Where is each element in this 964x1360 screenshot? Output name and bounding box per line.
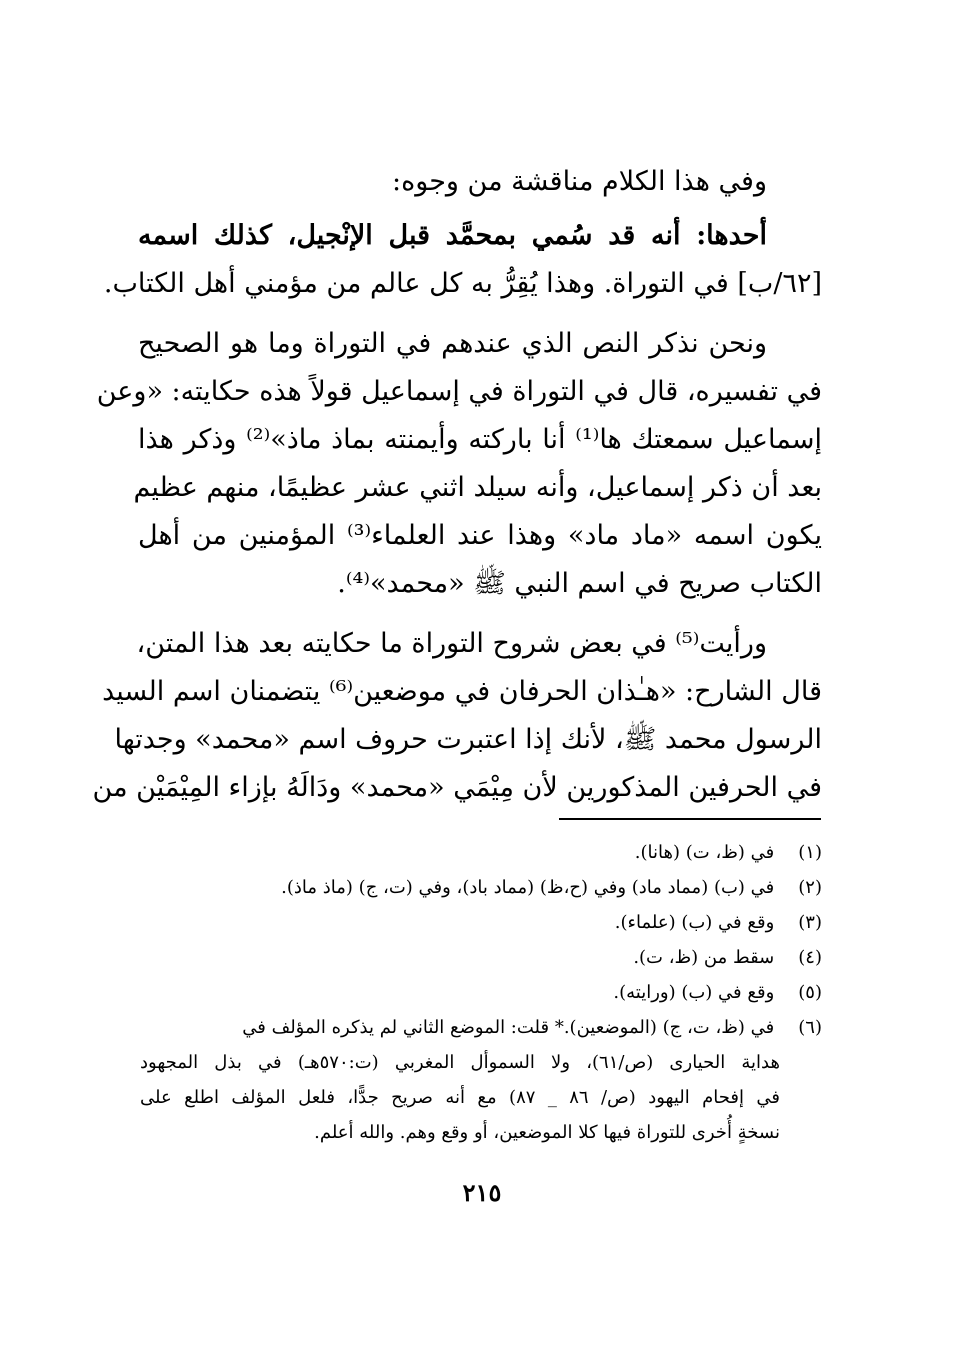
footnotes [140,835,822,1150]
footnote-text: في (ظ، ت) (هانا). [634,842,775,863]
footnote-text: وقع في (ب) (علماء). [614,912,775,933]
footnote-number: (٦) [798,1017,822,1038]
footnote-text: في (ب) (مماد ماد) وفي (ح،ظ) (مماد باد)، وفي (ت، ج) (ماذ ماذ). [281,877,775,898]
text-line: ورأيت⁽⁵⁾ في بعض شروح التوراة ما حكايته بعد هذا المتن، [136,628,767,659]
text-line: الرسول محمد ﷺ، لأنك إذا اعتبرت حروف اسم «محمد» وجدتها [114,724,822,755]
footnote [140,905,822,940]
footnote-continuation: نسخةٍ أُخرى للتوراة فيها كلا الموضعين، أو وقع وهم. والله أعلم. [314,1122,780,1143]
footnote-text: سقط من (ظ، ت). [633,947,775,968]
footnote-number: (٢) [798,877,822,898]
footnote-number: (١) [798,842,822,863]
text-line: في الحرفين المذكورين لأن مِيْمَي «محمد» ودَالَهُ بإزاء المِيْمَيْن من [92,772,822,803]
footnote-number: (٤) [798,947,822,968]
text-line: قال الشارح: «هـٰذان الحرفان في موضعين⁽⁶⁾ يتضمنان اسم السيد [102,676,822,707]
footnote [140,975,822,1010]
text-line: [٦٢/ب] في التوراة. وهذا يُقِرُّ به كل عالم من مؤمني أهل الكتاب. [103,268,822,299]
text-line: أحدها: أنه قد سُمي بمحمَّد قبل الإنْجيل، كذلك اسمه [138,220,767,251]
footnote-number: (٥) [798,982,822,1003]
footnote [140,940,822,975]
text-line: ونحن نذكر النص الذي عندهم في التوراة وما هو الصحيح [138,328,767,359]
footnote [140,835,822,870]
main-text [92,158,822,812]
footnote-text: في (ظ، ت، ج) (الموضعين).* قلت: الموضع الثاني لم يذكره المؤلف في [242,1017,775,1038]
footnote-number: (٣) [798,912,822,933]
footnote-divider [559,818,821,820]
footnote-text: وقع في (ب) (ورايته). [613,982,775,1003]
footnote-continuation: في إفحام اليهود (ص/ ٨٦ _ ٨٧) مع أنه صريح جدًّا، فلعل المؤلف اطلع على [140,1087,780,1108]
text-line: يكون اسمه «ماد ماد» وهذا عند العلماء⁽³⁾ المؤمنين من أهل [138,520,822,551]
text-line: في تفسيره، قال في التوراة في إسماعيل قولاً هذه حكايته: «وعن [96,376,822,407]
text-line: إسماعيل سمعتك ها⁽¹⁾ أنا باركته وأيمنته بماذ ماذ»⁽²⁾ وذكر هذا [138,424,822,455]
text-line: وفي هذا الكلام مناقشة من وجوه: [392,166,767,197]
footnote [140,870,822,905]
text-line: بعد أن ذكر إسماعيل، وأنه سيلد اثني عشر عظيمًا، منهم عظيم [133,472,822,503]
footnote-continuation: هداية الحيارى (ص/٦١)، ولا السموأل المغربي (ت:٥٧٠هـ) في بذل المجهود [140,1052,780,1073]
text-line: الكتاب صريح في اسم النبي ﷺ «محمد»⁽⁴⁾. [337,568,822,599]
page-number: ٢١٥ [462,1178,502,1207]
footnote [140,1010,822,1045]
